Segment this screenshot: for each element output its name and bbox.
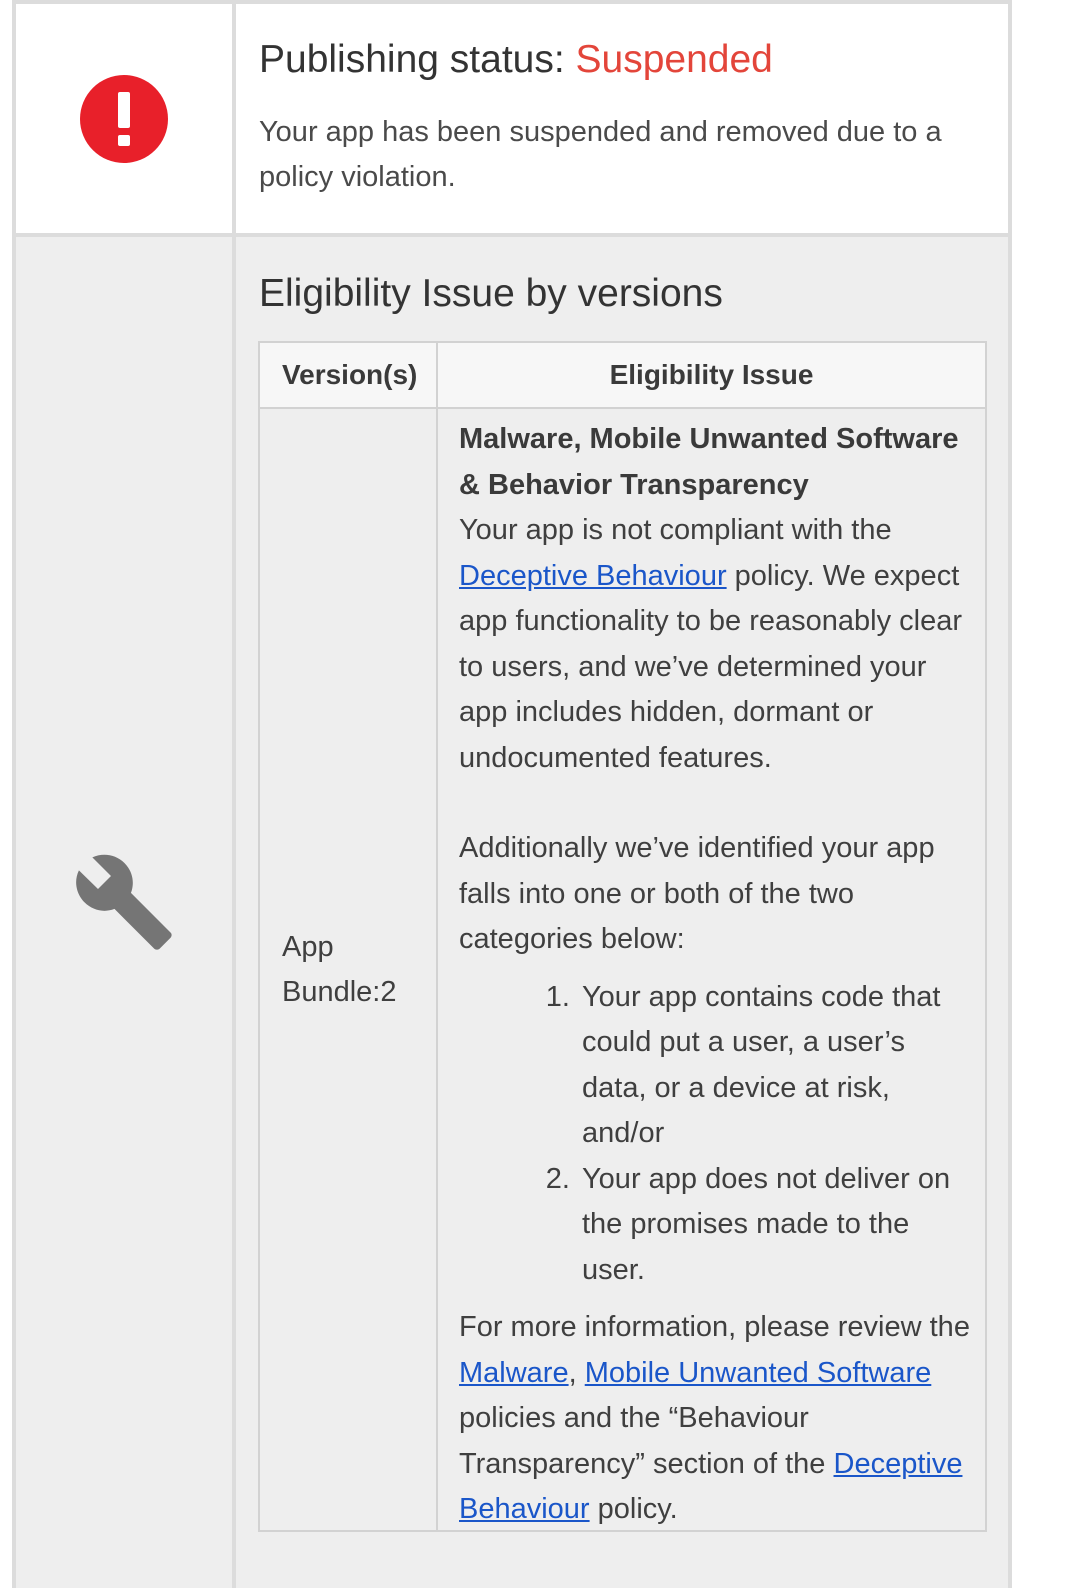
- list-item: 1. Your app contains code that could put a user, a user’s data, or a device at risk, and/or: [578, 975, 974, 1157]
- status-label: Publishing status:: [259, 38, 565, 81]
- malware-link[interactable]: Malware: [459, 1356, 569, 1389]
- version-line: App: [282, 931, 334, 963]
- issue-heading: Malware, Mobile Unwanted Software & Behavior Transparency: [459, 423, 959, 501]
- issue-paragraph: Additionally we’ve identified your app falls into one or both of the two categories below:: [459, 832, 935, 955]
- mobile-unwanted-software-link[interactable]: Mobile Unwanted Software: [584, 1356, 932, 1389]
- issue-text: Your app is not compliant with the: [459, 514, 892, 546]
- issue-text: ,: [568, 1356, 585, 1389]
- issue-text: policy. We expect app functionality to be reasonably clear to users, and we’ve determined your app includes hidden, dormant or undocumented features.: [459, 559, 962, 774]
- list-item: 2. Your app does not deliver on the promises made to the user.: [578, 1157, 974, 1294]
- wrench-icon: [72, 850, 176, 954]
- column-header-versions: Version(s): [282, 359, 418, 390]
- issue-text: policy.: [589, 1493, 678, 1525]
- issue-text: For more information, please review the: [459, 1311, 970, 1343]
- version-cell: [282, 925, 422, 1015]
- table-column-divider: [436, 343, 438, 1530]
- spacer: [459, 781, 974, 826]
- eligibility-table: [258, 341, 987, 1532]
- issue-paragraph: [459, 508, 974, 781]
- alert-icon: [80, 75, 168, 163]
- version-line: Bundle:2: [282, 976, 397, 1008]
- status-value: Suspended: [575, 38, 773, 81]
- status-description: Your app has been suspended and removed due to a policy violation.: [259, 116, 942, 193]
- deceptive-behaviour-link-2[interactable]: Deceptive Behaviour: [459, 1447, 963, 1525]
- issue-cell: [459, 417, 974, 1533]
- more-info-paragraph: [459, 1305, 974, 1533]
- deceptive-behaviour-link[interactable]: Deceptive Behaviour: [459, 559, 727, 592]
- column-header-issue: Eligibility Issue: [609, 359, 814, 390]
- category-list: [459, 975, 974, 1294]
- eligibility-section-title: Eligibility Issue by versions: [259, 272, 723, 315]
- column-divider: [232, 4, 236, 1588]
- publishing-status-heading: [259, 38, 773, 82]
- issue-text: policies and the “Behaviour Transparency” section of the: [459, 1402, 834, 1480]
